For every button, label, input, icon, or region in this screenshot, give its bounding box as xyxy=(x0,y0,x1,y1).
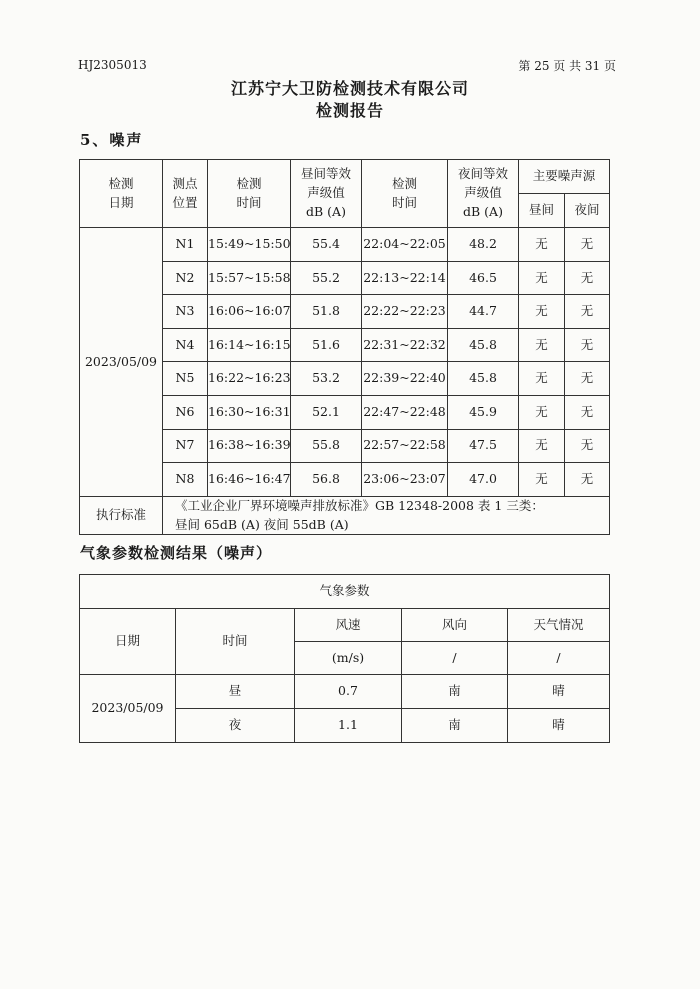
header-source-night: 夜间 xyxy=(565,194,610,228)
header-main-source: 主要噪声源 xyxy=(519,160,610,194)
weather-header-time: 时间 xyxy=(176,609,295,675)
header-point: 测点 位置 xyxy=(163,160,208,228)
cell-day-time: 16:22~16:23 xyxy=(208,362,291,396)
company-name: 江苏宁大卫防检测技术有限公司 xyxy=(230,79,469,98)
weather-wind-dir: 南 xyxy=(402,675,508,709)
cell-source-night: 无 xyxy=(565,463,610,497)
cell-night-time: 22:04~22:05 xyxy=(362,228,448,262)
header-night-time: 检测 时间 xyxy=(362,160,448,228)
cell-night-level: 46.5 xyxy=(448,261,519,295)
header-date: 检测 日期 xyxy=(80,160,163,228)
cell-source-night: 无 xyxy=(565,429,610,463)
weather-section-title: 气象参数检测结果（噪声） xyxy=(80,544,273,562)
cell-source-night: 无 xyxy=(565,295,610,329)
cell-day-time: 15:57~15:58 xyxy=(208,261,291,295)
cell-point: N6 xyxy=(163,395,208,429)
cell-point: N8 xyxy=(163,463,208,497)
page-info: 第 25 页 共 31 页 xyxy=(518,59,616,73)
cell-night-time: 22:57~22:58 xyxy=(362,429,448,463)
header-source-day: 昼间 xyxy=(519,194,565,228)
cell-point: N1 xyxy=(163,228,208,262)
cell-source-night: 无 xyxy=(565,328,610,362)
cell-source-day: 无 xyxy=(519,328,565,362)
cell-night-time: 22:39~22:40 xyxy=(362,362,448,396)
cell-source-day: 无 xyxy=(519,463,565,497)
cell-day-level: 56.8 xyxy=(291,463,362,497)
cell-day-level: 55.8 xyxy=(291,429,362,463)
cell-point: N5 xyxy=(163,362,208,396)
cell-night-level: 45.8 xyxy=(448,362,519,396)
cell-night-time: 22:13~22:14 xyxy=(362,261,448,295)
cell-source-night: 无 xyxy=(565,362,610,396)
cell-night-level: 47.5 xyxy=(448,429,519,463)
cell-source-day: 无 xyxy=(519,228,565,262)
weather-condition: 晴 xyxy=(508,675,610,709)
weather-table xyxy=(79,574,610,743)
cell-source-day: 无 xyxy=(519,295,565,329)
cell-day-level: 51.6 xyxy=(291,328,362,362)
weather-header-date: 日期 xyxy=(80,609,176,675)
table-row xyxy=(80,228,610,262)
cell-day-time: 16:06~16:07 xyxy=(208,295,291,329)
report-title: 检测报告 xyxy=(315,101,384,120)
cell-point: N3 xyxy=(163,295,208,329)
cell-point: N2 xyxy=(163,261,208,295)
weather-unit-weather: / xyxy=(508,642,610,675)
header-day-time: 检测 时间 xyxy=(208,160,291,228)
cell-night-time: 22:47~22:48 xyxy=(362,395,448,429)
noise-table xyxy=(79,159,610,535)
cell-night-time: 22:31~22:32 xyxy=(362,328,448,362)
weather-date: 2023/05/09 xyxy=(80,675,176,743)
cell-day-level: 53.2 xyxy=(291,362,362,396)
cell-day-level: 51.8 xyxy=(291,295,362,329)
cell-day-level: 55.4 xyxy=(291,228,362,262)
weather-time: 昼 xyxy=(176,675,295,709)
weather-wind-dir: 南 xyxy=(402,709,508,743)
weather-time: 夜 xyxy=(176,709,295,743)
cell-night-time: 22:22~22:23 xyxy=(362,295,448,329)
cell-day-level: 52.1 xyxy=(291,395,362,429)
weather-header-weather: 天气情况 xyxy=(508,609,610,642)
weather-wind-speed: 0.7 xyxy=(295,675,402,709)
cell-source-night: 无 xyxy=(565,228,610,262)
weather-wind-speed: 1.1 xyxy=(295,709,402,743)
standard-label: 执行标准 xyxy=(80,496,163,535)
cell-day-time: 16:38~16:39 xyxy=(208,429,291,463)
weather-header-wind-dir: 风向 xyxy=(402,609,508,642)
cell-source-day: 无 xyxy=(519,395,565,429)
cell-source-night: 无 xyxy=(565,261,610,295)
cell-night-level: 48.2 xyxy=(448,228,519,262)
cell-source-night: 无 xyxy=(565,395,610,429)
cell-night-level: 47.0 xyxy=(448,463,519,497)
cell-point: N4 xyxy=(163,328,208,362)
cell-source-day: 无 xyxy=(519,429,565,463)
cell-night-time: 23:06~23:07 xyxy=(362,463,448,497)
cell-night-level: 44.7 xyxy=(448,295,519,329)
document-code: HJ2305013 xyxy=(78,58,147,72)
cell-source-day: 无 xyxy=(519,362,565,396)
detection-date: 2023/05/09 xyxy=(80,228,163,497)
cell-day-time: 16:30~16:31 xyxy=(208,395,291,429)
cell-night-level: 45.8 xyxy=(448,328,519,362)
cell-source-day: 无 xyxy=(519,261,565,295)
weather-header-wind-speed: 风速 xyxy=(295,609,402,642)
weather-condition: 晴 xyxy=(508,709,610,743)
cell-day-level: 55.2 xyxy=(291,261,362,295)
cell-day-time: 16:46~16:47 xyxy=(208,463,291,497)
cell-day-time: 16:14~16:15 xyxy=(208,328,291,362)
cell-night-level: 45.9 xyxy=(448,395,519,429)
standard-text: 《工业企业厂界环境噪声排放标准》GB 12348-2008 表 1 三类： 昼间 65dB (A) 夜间 55dB (A) xyxy=(163,496,610,535)
header-night-level: 夜间等效 声级值 dB (A) xyxy=(448,160,519,228)
weather-unit-wind-speed: (m/s) xyxy=(295,642,402,675)
weather-unit-wind-dir: / xyxy=(402,642,508,675)
header-day-level: 昼间等效 声级值 dB (A) xyxy=(291,160,362,228)
weather-table-title: 气象参数 xyxy=(80,575,610,609)
cell-day-time: 15:49~15:50 xyxy=(208,228,291,262)
noise-section-title: 5、噪声 xyxy=(80,131,144,149)
cell-point: N7 xyxy=(163,429,208,463)
